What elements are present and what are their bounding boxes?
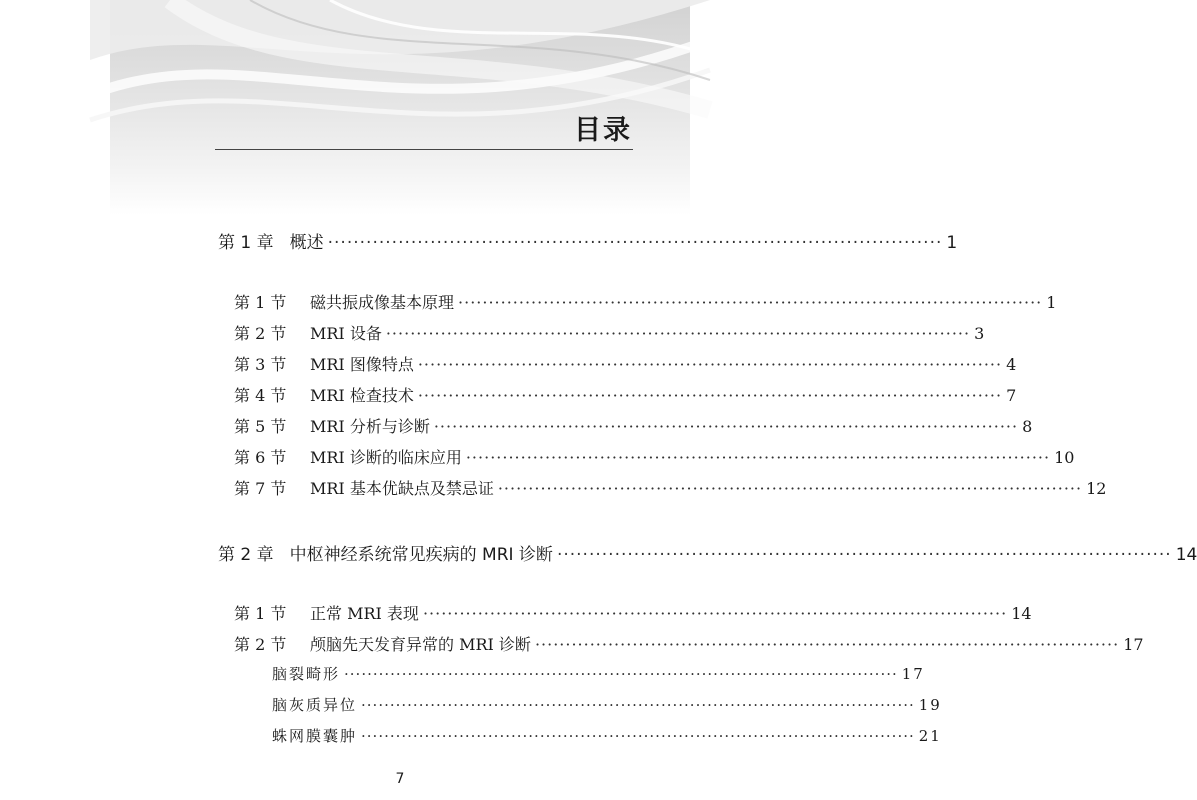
- dot-leader: ································································································: [556, 545, 1172, 565]
- page-title: 目录: [574, 115, 632, 146]
- dot-leader: ································································································: [361, 696, 915, 714]
- section-title: 颅脑先天发育异常的 MRI 诊断: [310, 635, 531, 654]
- dot-leader: ································································································: [422, 604, 1008, 623]
- section-title: 磁共振成像基本原理: [310, 293, 455, 312]
- dot-leader: ································································································: [417, 355, 1003, 374]
- subsection-title: 蛛网膜囊肿: [272, 727, 358, 745]
- page-number: 21: [918, 727, 942, 745]
- title-underline: [215, 149, 633, 150]
- toc-section[interactable]: [234, 632, 1144, 655]
- page-number: 14: [1175, 545, 1197, 565]
- dot-leader: ································································································: [433, 417, 1019, 436]
- dot-leader: ································································································: [385, 324, 971, 343]
- chapter-number: 第 1 章: [218, 233, 274, 253]
- section-number: 第 2 节: [234, 635, 287, 654]
- chapter-title: 概述: [289, 233, 324, 253]
- section-number: 第 6 节: [234, 448, 287, 467]
- page-number: 19: [918, 696, 942, 714]
- section-title: MRI 检查技术: [310, 386, 414, 405]
- toc-section[interactable]: [234, 476, 1107, 499]
- section-number: 第 7 节: [234, 479, 287, 498]
- toc-section[interactable]: [234, 383, 1017, 406]
- section-title: 正常 MRI 表现: [310, 604, 419, 623]
- section-number: 第 3 节: [234, 355, 287, 374]
- page-number: 7: [1006, 386, 1017, 405]
- chapter-number: 第 2 章: [218, 545, 274, 565]
- page-number: 17: [1123, 635, 1144, 654]
- toc-section[interactable]: [234, 290, 1057, 313]
- page-number: 4: [1006, 355, 1017, 374]
- toc-section[interactable]: [234, 601, 1032, 624]
- toc-subsection[interactable]: [272, 725, 942, 746]
- dot-leader: ································································································: [497, 479, 1083, 498]
- toc-page: [110, 0, 1197, 800]
- section-number: 第 2 节: [234, 324, 287, 343]
- section-title: MRI 分析与诊断: [310, 417, 430, 436]
- subsection-title: 脑裂畸形: [272, 665, 341, 683]
- chapter-title: 中枢神经系统常见疾病的 MRI 诊断: [289, 545, 553, 565]
- toc-section[interactable]: [234, 445, 1075, 468]
- section-title: MRI 诊断的临床应用: [310, 448, 462, 467]
- page-number: 8: [1022, 417, 1033, 436]
- section-title: MRI 基本优缺点及禁忌证: [310, 479, 494, 498]
- section-number: 第 1 节: [234, 604, 287, 623]
- dot-leader: ································································································: [534, 635, 1120, 654]
- toc-section[interactable]: [234, 414, 1033, 437]
- page-number: 12: [1086, 479, 1107, 498]
- toc-subsection[interactable]: [272, 694, 942, 715]
- section-number: 第 1 节: [234, 293, 287, 312]
- dot-leader: ································································································: [327, 233, 943, 253]
- toc-subsection[interactable]: [272, 663, 925, 684]
- toc-chapter-2[interactable]: [218, 540, 1197, 565]
- page-number: 14: [1011, 604, 1032, 623]
- toc-section[interactable]: [234, 321, 985, 344]
- footer-page-number: 7: [395, 771, 405, 787]
- dot-leader: ································································································: [458, 293, 1043, 312]
- toc-section[interactable]: [234, 352, 1017, 375]
- dot-leader: ································································································: [344, 665, 898, 683]
- toc-chapter-1[interactable]: [218, 228, 958, 253]
- section-number: 第 4 节: [234, 386, 287, 405]
- section-title: MRI 设备: [310, 324, 382, 343]
- page-number: 17: [901, 665, 925, 683]
- page-number: 1: [1046, 293, 1057, 312]
- page-number: 10: [1054, 448, 1075, 467]
- page-number: 3: [974, 324, 985, 343]
- dot-leader: ································································································: [361, 727, 915, 745]
- subsection-title: 脑灰质异位: [272, 696, 358, 714]
- page-number: 1: [946, 233, 958, 253]
- dot-leader: ································································································: [465, 448, 1051, 467]
- section-title: MRI 图像特点: [310, 355, 414, 374]
- dot-leader: ································································································: [417, 386, 1003, 405]
- section-number: 第 5 节: [234, 417, 287, 436]
